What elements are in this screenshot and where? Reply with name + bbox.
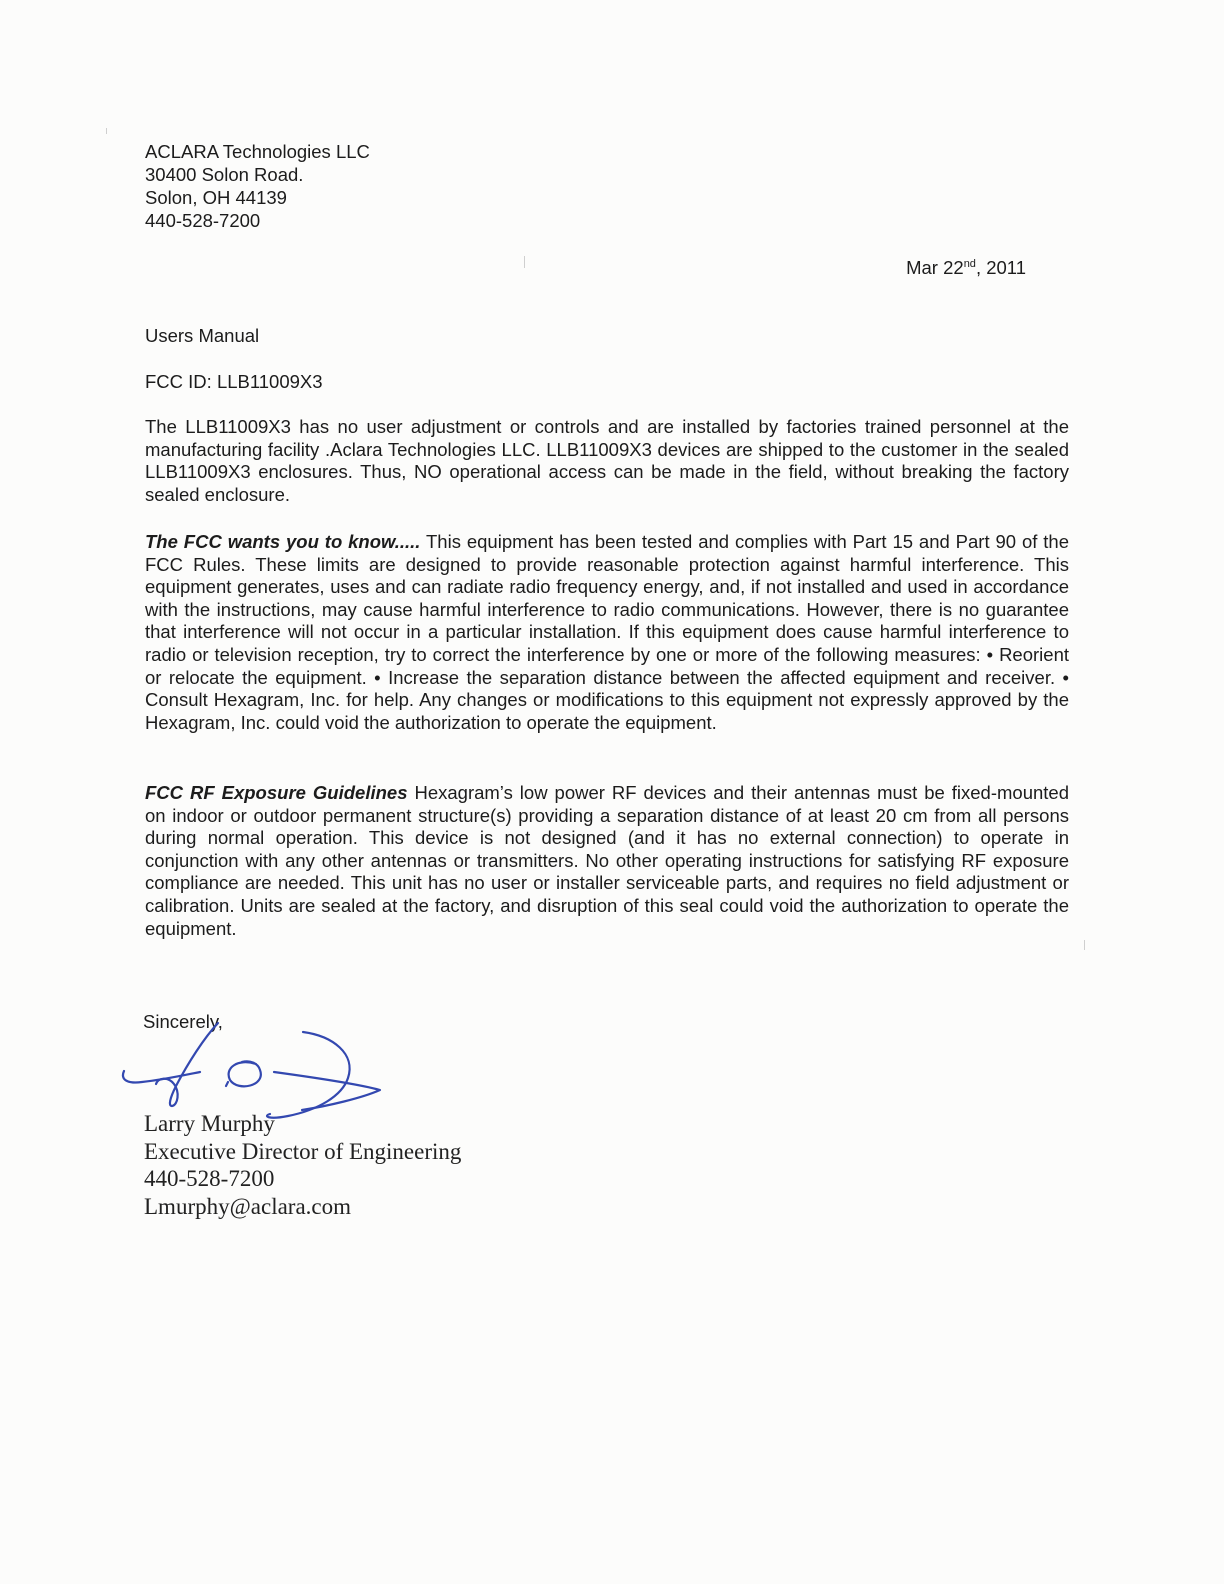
signatory-title: Executive Director of Engineering [144,1138,462,1164]
paragraph-fcc-notice [145,531,1069,734]
paragraph-rf-exposure-body: Hexagram’s low power RF devices and their antennas must be fixed-mounted on indoor or outdoor permanent structure(s) providing a separation distance of at least 20 cm from all persons during normal operation. This device is not designed (and it has no external connection) to operate in conjunction with any other antennas or transmitters. No other operating instructions for satisfying RF exposure compliance are needed. This unit has no user or installer serviceable parts, and requires no field adjustment or calibration. Units are sealed at the factory, and disruption of this seal could void the authorization to operate the equipment. [145,782,1069,939]
scan-mark [1084,940,1085,950]
sender-address [145,140,1069,232]
fcc-id-line: FCC ID: LLB11009X3 [145,371,323,392]
subject-line: Users Manual [145,325,260,346]
scan-mark [524,256,525,268]
paragraph-rf-exposure-lead: FCC RF Exposure Guidelines [145,782,408,803]
paragraph-fcc-notice-body: This equipment has been tested and complies with Part 15 and Part 90 of the FCC Rules. These limits are designed to provide reasonable protection against harmful interference. This equipment generates, uses and can radiate radio frequency energy, and, if not installed and used in accordance with the instructions, may cause harmful interference to radio communications. However, there is no guarantee that interference will not occur in a particular installation. If this equipment does cause harmful interference to radio or television reception, try to correct the interference by one or more of the following measures: • Reorient or relocate the equipment. • Increase the separation distance between the affected equipment and receiver. • Consult Hexagram, Inc. for help. Any changes or modifications to this equipment not expressly approved by the Hexagram, Inc. could void the authorization to operate the equipment. [145,531,1070,733]
date-suffix: nd [963,258,976,270]
sender-street: 30400 Solon Road. [145,164,304,185]
sender-phone: 440-528-7200 [145,210,261,231]
sender-city: Solon, OH 44139 [145,187,287,208]
scan-mark [106,128,107,134]
signature-block [144,1110,461,1220]
paragraph-rf-exposure [145,782,1069,940]
letter-date [906,256,1026,279]
signatory-email: Lmurphy@aclara.com [144,1193,352,1219]
signatory-name: Larry Murphy [144,1111,275,1136]
closing-salutation: Sincerely, [143,1011,223,1032]
paragraph-fcc-notice-lead: The FCC wants you to know..... [145,531,421,552]
signatory-phone: 440-528-7200 [144,1166,275,1191]
paragraph-installation: The LLB11009X3 has no user adjustment or controls and are installed by factories trained personnel at the manufacturing facility .Aclara Technologies LLC. LLB11009X3 devices are shipped to the customer in the sealed LLB11009X3 enclosures. Thus, NO operational access can be made in the field, without breaking the factory sealed enclosure. [145,416,1069,505]
date-year: , 2011 [975,257,1026,278]
date-prefix: Mar 22 [906,257,964,278]
sender-company: ACLARA Technologies LLC [145,141,370,162]
